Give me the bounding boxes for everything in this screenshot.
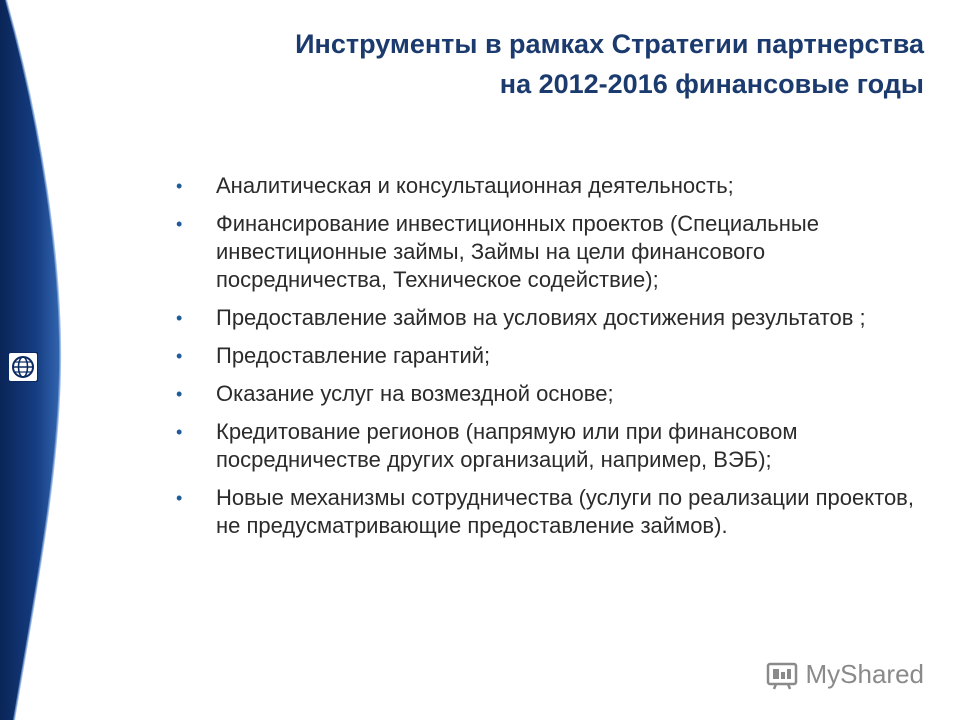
list-item-text: Аналитическая и консультационная деятельность;: [216, 173, 734, 198]
bullet-list: [176, 172, 936, 550]
list-item: [176, 380, 936, 408]
list-item-text: Предоставление гарантий;: [216, 343, 491, 368]
bullet-marker: •: [176, 308, 183, 328]
page-title: [124, 24, 924, 104]
bullet-marker: •: [176, 488, 183, 508]
myshared-watermark[interactable]: [766, 659, 925, 690]
world-bank-globe-icon: [8, 352, 38, 382]
title-line-1: Инструменты в рамках Стратегии партнерства: [295, 29, 924, 59]
list-item-text: Кредитование регионов (напрямую или при финансовом посредничестве других организаций, например, ВЭБ);: [216, 419, 798, 472]
list-item-text: Финансирование инвестиционных проектов (Специальные инвестиционные займы, Займы на цели финансового посредничества, Техническое содействие);: [216, 211, 819, 292]
list-item: [176, 418, 936, 474]
bullet-marker: •: [176, 384, 183, 404]
bullet-marker: •: [176, 214, 183, 234]
list-item-text: Новые механизмы сотрудничества (услуги по реализации проектов, не предусматривающие предоставление займов).: [216, 485, 914, 538]
title-line-2: на 2012-2016 финансовые годы: [499, 69, 924, 99]
bullet-marker: •: [176, 346, 183, 366]
bullet-marker: •: [176, 422, 183, 442]
list-item-text: Предоставление займов на условиях достижения результатов ;: [216, 305, 866, 330]
list-item: [176, 210, 936, 294]
list-item: [176, 484, 936, 540]
bullet-marker: •: [176, 176, 183, 196]
myshared-logo-icon: [766, 660, 798, 690]
list-item-text: Оказание услуг на возмездной основе;: [216, 381, 614, 406]
list-item: [176, 304, 936, 332]
watermark-text: MyShared: [805, 659, 924, 689]
list-item: [176, 342, 936, 370]
list-item: [176, 172, 936, 200]
